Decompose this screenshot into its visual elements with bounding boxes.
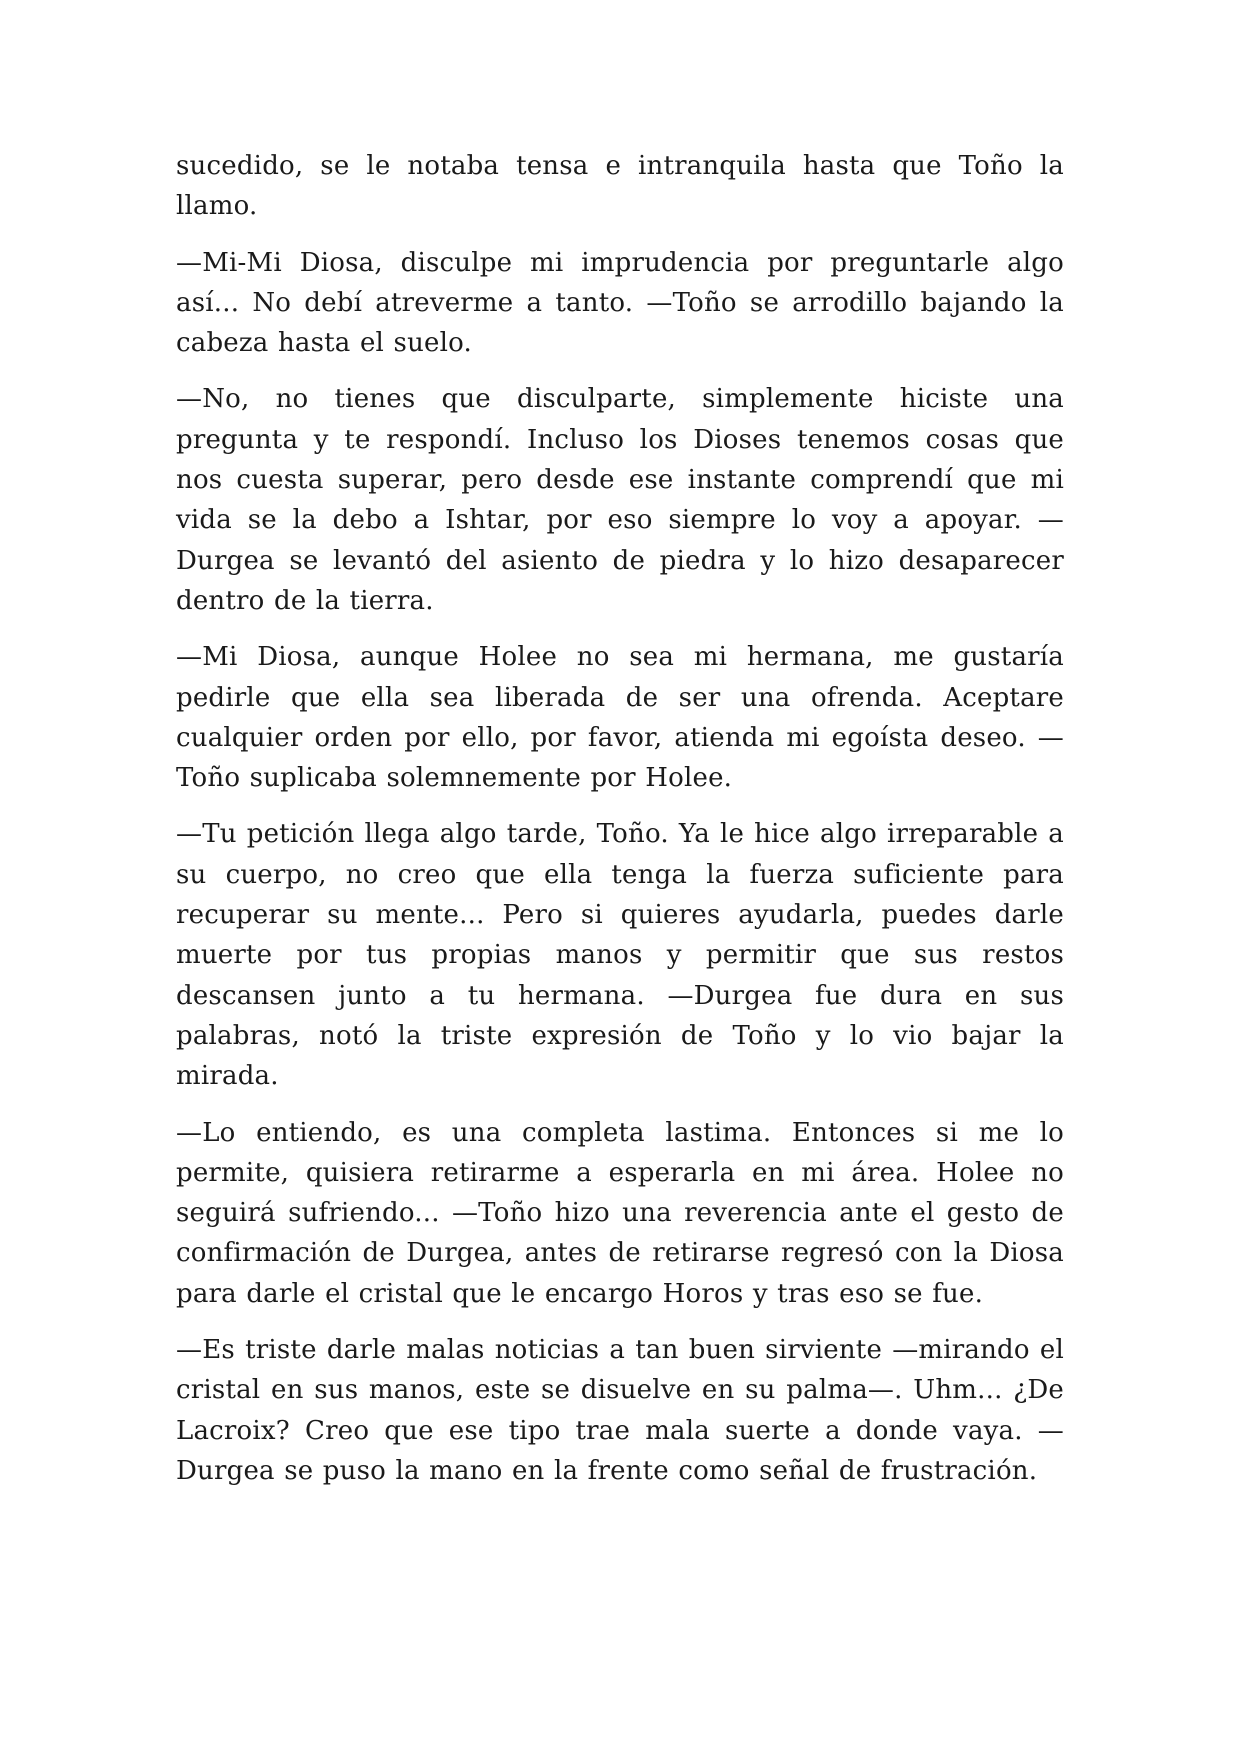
body-text <box>176 146 1064 1507</box>
paragraph: —Es triste darle malas noticias a tan buen sirviente —mirando el cristal en sus manos, este se disuelve en su palma—. Uhm... ¿De Lacroix? Creo que ese tipo trae mala suerte a donde vaya. —Durgea se puso la mano en la frente como señal de frustración. <box>176 1335 1064 1486</box>
paragraph: —Tu petición llega algo tarde, Toño. Ya le hice algo irreparable a su cuerpo, no creo que ella tenga la fuerza suficiente para recuperar su mente... Pero si quieres ayudarla, puedes darle muerte por tus propias manos y permitir que sus restos descansen junto a tu hermana. —Durgea fue dura en sus palabras, notó la triste expresión de Toño y lo vio bajar la mirada. <box>176 819 1064 1092</box>
paragraph: —Lo entiendo, es una completa lastima. Entonces si me lo permite, quisiera retirarme a esperarla en mi área. Holee no seguirá sufriendo... —Toño hizo una reverencia ante el gesto de confirmación de Durgea, antes de retirarse regresó con la Diosa para darle el cristal que le encargo Horos y tras eso se fue. <box>176 1117 1064 1309</box>
paragraph: —No, no tienes que disculparte, simplemente hiciste una pregunta y te respondí. Incluso los Dioses tenemos cosas que nos cuesta superar, pero desde ese instante comprendí que mi vida se la debo a Ishtar, por eso siempre lo voy a apoyar. —Durgea se levantó del asiento de piedra y lo hizo desaparecer dentro de la tierra. <box>176 384 1064 616</box>
paragraph: —Mi-Mi Diosa, disculpe mi imprudencia por preguntarle algo así... No debí atreverme a tanto. —Toño se arrodillo bajando la cabeza hasta el suelo. <box>176 247 1064 359</box>
paragraph: —Mi Diosa, aunque Holee no sea mi hermana, me gustaría pedirle que ella sea liberada de ser una ofrenda. Aceptare cualquier orden por ello, por favor, atienda mi egoísta deseo. —Toño suplicaba solemnemente por Holee. <box>176 642 1064 794</box>
paragraph: sucedido, se le notaba tensa e intranquila hasta que Toño la llamo. <box>176 151 1064 222</box>
